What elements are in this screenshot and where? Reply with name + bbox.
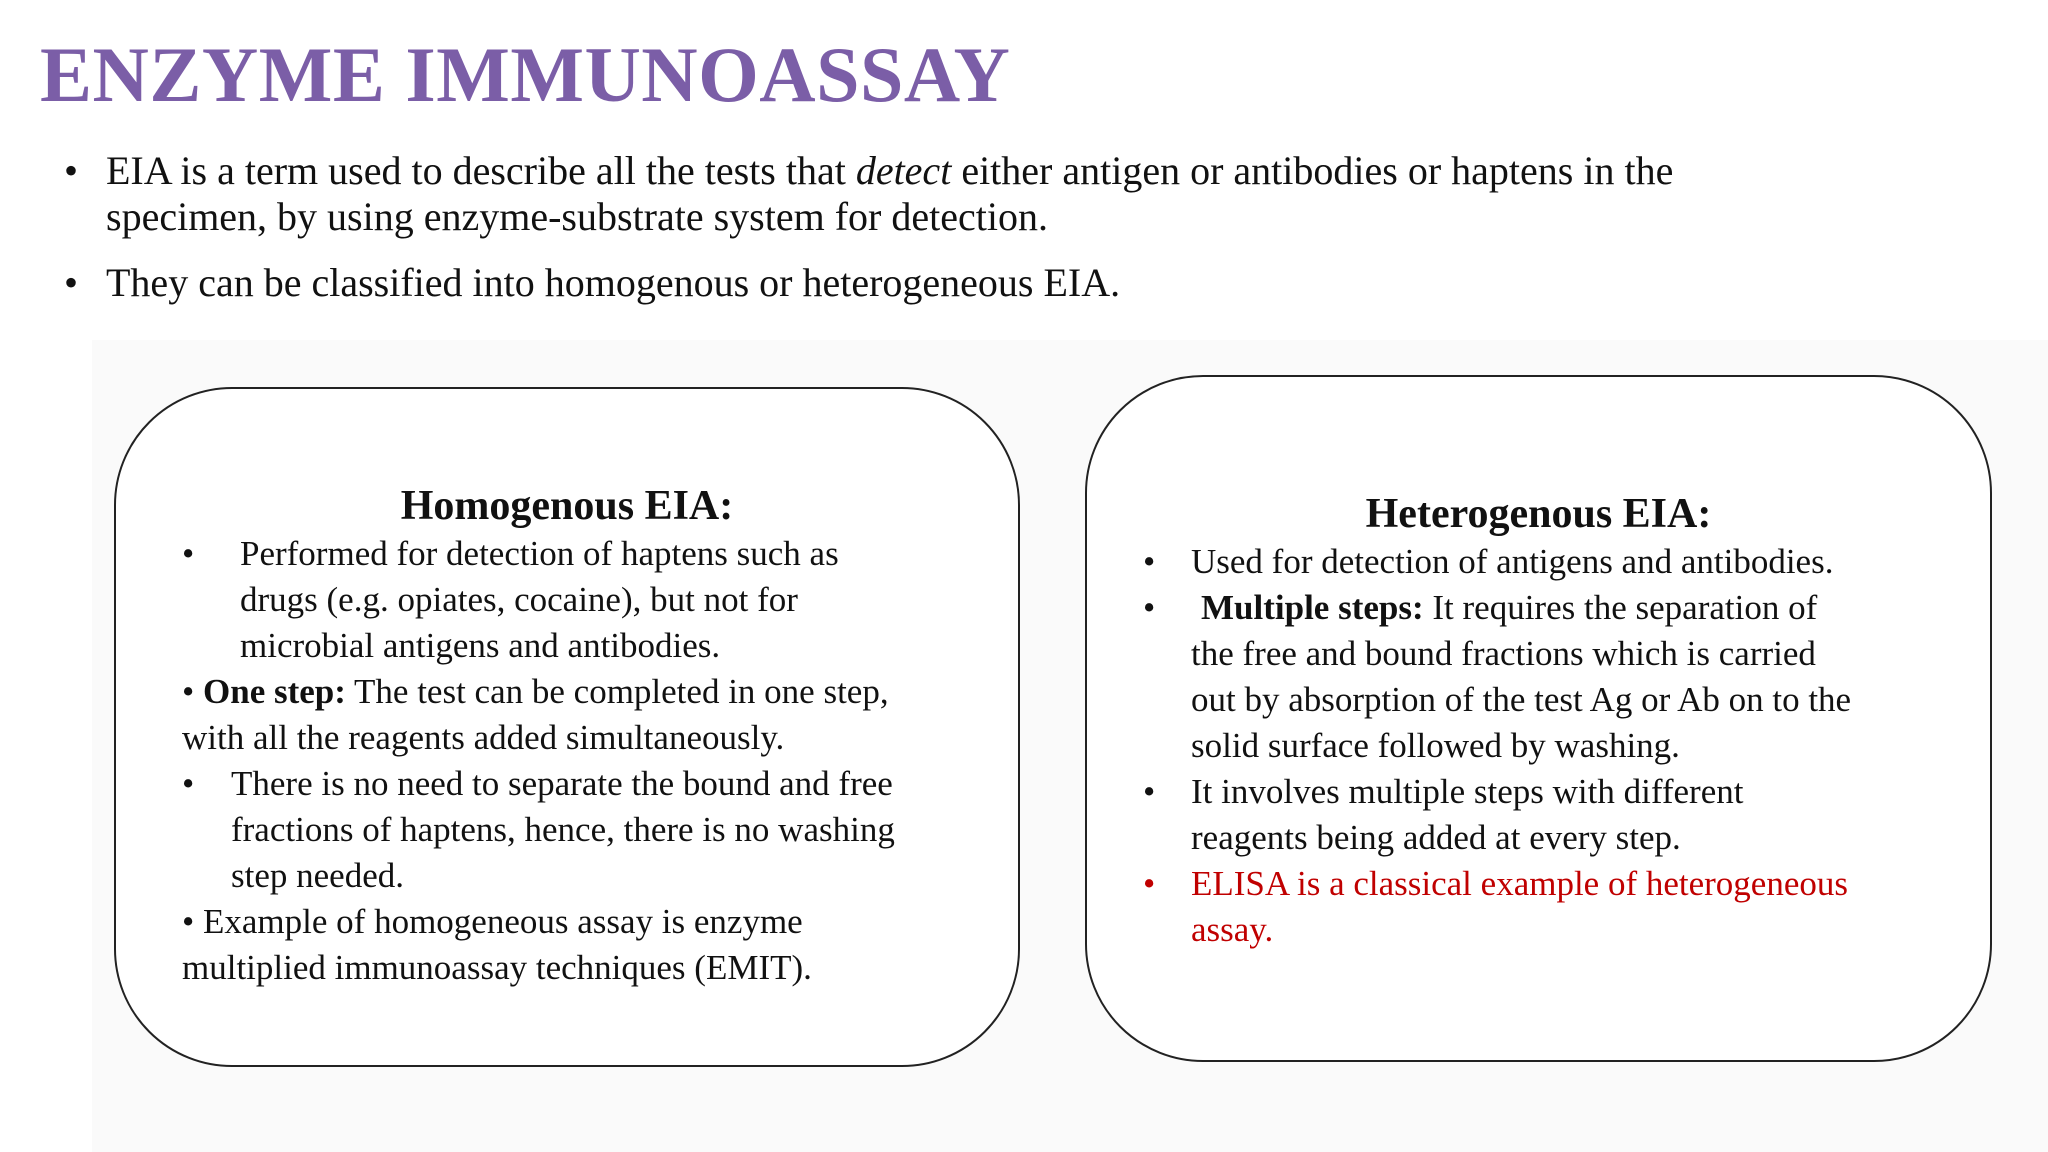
- bullet-dot: •: [182, 764, 195, 803]
- homo-item-1: • Performed for detection of haptens such as: [182, 531, 895, 577]
- hetero-item-3-line2: reagents being added at every step.: [1191, 818, 1681, 857]
- hetero-item-4: • ELISA is a classical example of heterogeneous: [1143, 861, 1851, 907]
- homogenous-eia-box: [114, 387, 1020, 1067]
- heterogenous-heading: Heterogenous EIA:: [1365, 491, 1712, 537]
- homo-item-1-line2: drugs (e.g. opiates, cocaine), but not for: [240, 580, 798, 619]
- one-step-label: One step:: [203, 672, 346, 711]
- bullet-dot: •: [64, 148, 79, 193]
- bullet-dot: •: [1143, 772, 1156, 811]
- heterogenous-eia-box: [1085, 375, 1992, 1062]
- bullet-dot: •: [64, 260, 79, 305]
- homo-item-2: • One step: The test can be completed in one step,: [182, 672, 889, 711]
- hetero-item-1: • Used for detection of antigens and antibodies.: [1143, 539, 1851, 585]
- homogenous-list: [182, 531, 895, 991]
- homo-item-4: • Example of homogeneous assay is enzyme: [182, 902, 803, 941]
- intro-bullet-1: [64, 148, 1964, 240]
- multiple-steps-label: Multiple steps:: [1201, 588, 1424, 627]
- slide-title: ENZYME IMMUNOASSAY: [40, 31, 1011, 118]
- homo-item-2-line2: with all the reagents added simultaneously.: [182, 718, 785, 757]
- homo-item-3-line3: step needed.: [231, 856, 404, 895]
- bullet-dot: •: [1143, 542, 1156, 581]
- intro-bullet-2-text: They can be classified into homogenous or heterogeneous EIA.: [106, 260, 1121, 305]
- hetero-item-4-line2: assay.: [1191, 910, 1274, 949]
- intro-bullet-2: [64, 260, 1964, 306]
- bullet-dot: •: [1143, 588, 1156, 627]
- heterogenous-list: [1143, 539, 1851, 953]
- bullet-dot: •: [1143, 864, 1156, 903]
- homo-item-1-line3: microbial antigens and antibodies.: [240, 626, 721, 665]
- intro-bullet-1-line2: specimen, by using enzyme-substrate system for detection.: [106, 194, 1048, 239]
- bullet-dot: •: [182, 902, 195, 941]
- hetero-item-3: • It involves multiple steps with different: [1143, 769, 1851, 815]
- hetero-item-2-line2: the free and bound fractions which is carried: [1191, 634, 1816, 673]
- intro-bullet-1-line1: EIA is a term used to describe all the tests that detect either antigen or antibodies or haptens in the: [106, 148, 1674, 193]
- intro-bullets: [64, 148, 1964, 326]
- homo-item-3-line2: fractions of haptens, hence, there is no washing: [231, 810, 895, 849]
- hetero-item-2-line4: solid surface followed by washing.: [1191, 726, 1680, 765]
- bullet-dot: •: [182, 672, 195, 711]
- bullet-dot: •: [182, 534, 195, 573]
- homo-item-3: • There is no need to separate the bound and free: [182, 761, 895, 807]
- hetero-item-2-line3: out by absorption of the test Ag or Ab on to the: [1191, 680, 1852, 719]
- homogenous-heading: Homogenous EIA:: [400, 483, 734, 529]
- homo-item-4-line2: multiplied immunoassay techniques (EMIT).: [182, 948, 812, 987]
- emphasis-detect: detect: [855, 148, 952, 193]
- hetero-item-2: • Multiple steps: It requires the separation of: [1143, 585, 1851, 631]
